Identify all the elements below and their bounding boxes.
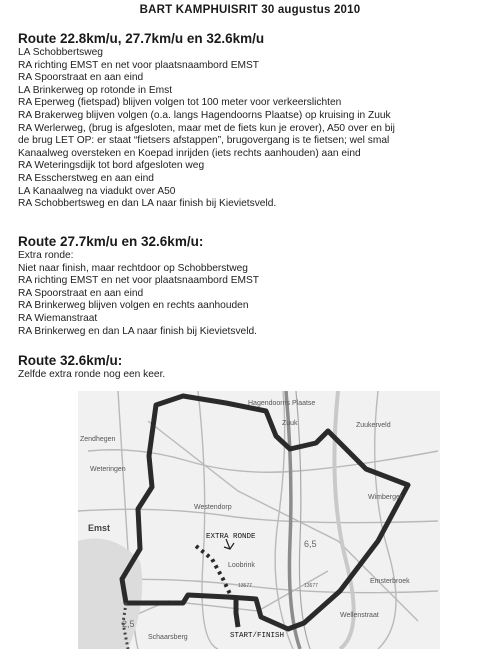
route-line: RA Wiemanstraat — [18, 312, 98, 324]
route-line: RA Brinkerweg en dan LA naar finish bij Kievietsveld. — [18, 325, 257, 337]
route-line: RA richting EMST en net voor plaatsnaambord EMST — [18, 59, 260, 71]
route-line: LA Schobbertsweg — [18, 47, 103, 58]
map-label: Zendhegen — [80, 436, 116, 443]
route-section-2 — [18, 233, 488, 338]
map-svg — [78, 391, 440, 649]
route-line: Zelfde extra ronde nog een keer. — [18, 369, 166, 380]
map-label: 13677 — [304, 583, 318, 589]
map-label: Schaarsberg — [148, 634, 188, 641]
emst-built-up-area — [78, 539, 142, 650]
route-line: RA Schobbertsweg en dan LA naar finish bij Kievietsveld. — [18, 198, 277, 210]
route-section-1 — [18, 30, 488, 211]
route-line: RA Brakerweg blijven volgen (o.a. langs Hagendoorns Plaatse) op kruising in Zuuk — [18, 109, 391, 121]
page-title: BART KAMPHUISRIT 30 augustus 2010 — [139, 4, 361, 16]
map-label: 2,5 — [122, 619, 135, 629]
map-label: 6,5 — [304, 539, 317, 549]
route-line: RA Esscherstweg en aan eind — [18, 172, 154, 184]
route-heading: Route 27.7km/u en 32.6km/u: — [18, 234, 204, 249]
route-line: RA Eperweg (fietspad) blijven volgen tot 100 meter voor verkeerslichten — [18, 97, 342, 109]
route-line: RA Werlerweg, (brug is afgesloten, maar met de fiets kun je erover), A50 over en bij — [18, 122, 395, 134]
route-line: de brug LET OP: er staat “fietsers afstappen”, brugovergang is te fietsen; wel smal — [18, 135, 390, 147]
route-line: Niet naar finish, maar rechtdoor op Schobberstweg — [18, 262, 248, 274]
route-line: Kanaalweg oversteken en Koepad inrijden (iets rechts aanhouden) aan eind — [18, 147, 361, 159]
route-line-start-spur — [236, 597, 238, 627]
map-label: Emst — [88, 523, 111, 533]
map-label: Emsterbroek — [370, 578, 410, 585]
route-map — [78, 391, 440, 649]
map-label: Zuukerveld — [356, 422, 391, 429]
extra-ronde-annotation: EXTRA RONDE — [206, 533, 256, 541]
route-line: RA Spoorstraat en aan eind — [18, 72, 144, 84]
map-label: Westendorp — [194, 504, 232, 511]
route-heading: Route 22.8km/u, 27.7km/u en 32.6km/u — [18, 31, 265, 46]
map-label: Weteringen — [90, 466, 126, 473]
start-finish-annotation: START/FINISH — [230, 632, 285, 640]
route-line: LA Kanaalweg na viadukt over A50 — [18, 185, 176, 197]
route-line: RA Weteringsdijk tot bord afgesloten weg — [18, 160, 205, 172]
map-label: 13577 — [238, 583, 252, 589]
route-line: Extra ronde: — [18, 250, 74, 261]
route-section-3 — [18, 352, 488, 382]
map-label: Wellenstraat — [340, 612, 379, 619]
route-line: RA Brinkerweg blijven volgen en rechts aanhouden — [18, 300, 249, 312]
route-line: RA Spoorstraat en aan eind — [18, 287, 144, 299]
route-line: RA richting EMST en net voor plaatsnaambord EMST — [18, 275, 260, 287]
map-label: Zuuk — [282, 420, 298, 427]
route-heading: Route 32.6km/u: — [18, 353, 123, 368]
route-line: LA Brinkerweg op rotonde in Emst — [18, 84, 173, 96]
map-label: Wimberger — [368, 494, 403, 501]
map-label: Loobrink — [228, 562, 255, 569]
map-label: Hagendoorns Plaatse — [248, 400, 316, 407]
